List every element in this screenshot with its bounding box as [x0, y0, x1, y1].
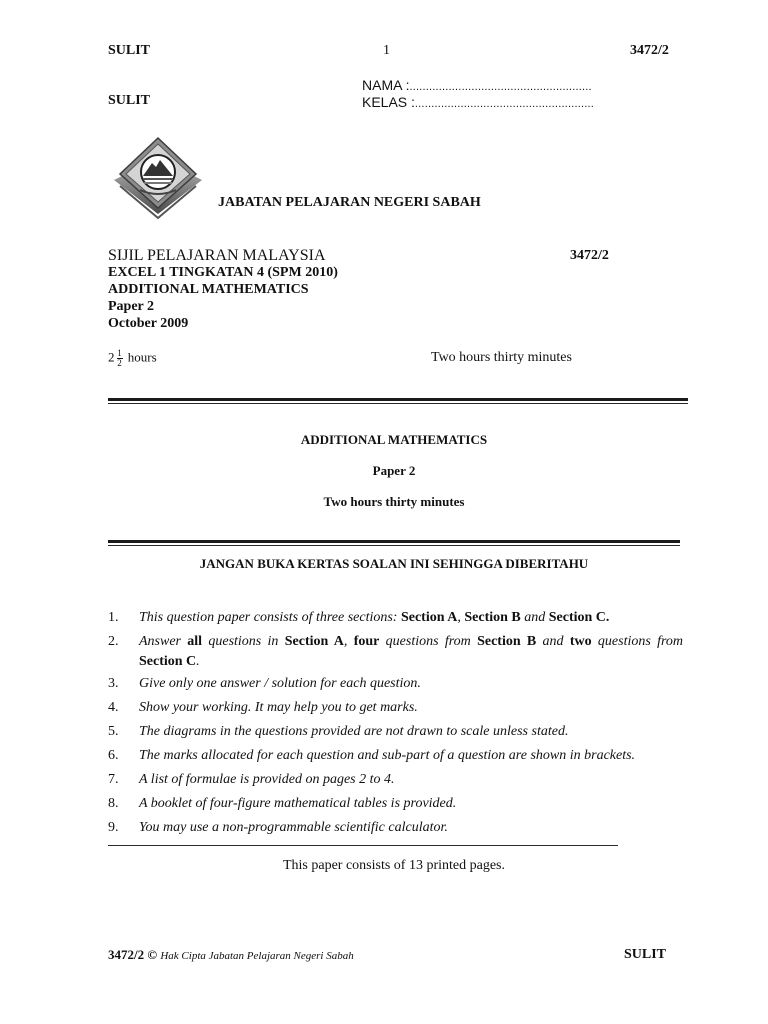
- duration-whole: 2: [108, 349, 115, 365]
- warning-text: JANGAN BUKA KERTAS SOALAN INI SEHINGGA DIBERITAHU: [199, 556, 589, 571]
- instruction-text: [139, 608, 683, 628]
- header-paper-code: 3472/2: [630, 43, 669, 58]
- instruction-item: [108, 818, 683, 838]
- center-subject: ADDITIONAL MATHEMATICS: [300, 432, 488, 447]
- instruction-text-part: Section A: [400, 610, 458, 625]
- instruction-item: [108, 746, 683, 766]
- instruction-number: 9.: [108, 820, 119, 835]
- class-dots: .......................................................: [414, 98, 595, 110]
- rule-thick-middle: [108, 540, 680, 543]
- instruction-item: [108, 698, 683, 718]
- footer-code: 3472/2: [108, 947, 145, 962]
- instruction-text: [139, 722, 683, 742]
- instruction-text: [139, 794, 683, 814]
- page-number: 1: [383, 43, 390, 58]
- instruction-number: 1.: [108, 610, 119, 625]
- instruction-text: [139, 746, 683, 766]
- instruction-text: [139, 770, 683, 790]
- instruction-text: [139, 632, 683, 652]
- instruction-text-part: A booklet of four-figure mathematical tables is provided.: [139, 796, 457, 811]
- instruction-text-part: all: [187, 634, 203, 649]
- instruction-text-part: questions in: [202, 634, 285, 649]
- duration-numerator: 1: [117, 348, 122, 358]
- exam-code: 3472/2: [570, 248, 609, 263]
- instruction-item: [108, 722, 683, 742]
- exam-title: SIJIL PELAJARAN MALAYSIA: [108, 247, 326, 264]
- exam-line-2: ADDITIONAL MATHEMATICS: [108, 282, 309, 297]
- instruction-text: [139, 698, 683, 718]
- rule-thin-middle: [108, 545, 680, 546]
- center-time: Two hours thirty minutes: [323, 494, 465, 509]
- instruction-text: [139, 818, 683, 838]
- instruction-text-part: questions from: [379, 634, 478, 649]
- instruction-text-part: .: [196, 654, 200, 669]
- instruction-text-part: four: [353, 634, 380, 649]
- instruction-text-continuation: [139, 652, 683, 672]
- instruction-text-part: Section C: [139, 654, 197, 669]
- exam-duration-words: Two hours thirty minutes: [431, 350, 572, 365]
- instruction-number: 7.: [108, 772, 119, 787]
- instruction-text-part: You may use a non-programmable scientific calculator.: [139, 820, 448, 835]
- instruction-text-part: The diagrams in the questions provided are not drawn to scale unless stated.: [139, 724, 569, 739]
- exam-duration: [108, 349, 157, 368]
- instruction-number: 8.: [108, 796, 119, 811]
- instruction-text-part: The marks allocated for each question and sub-part of a question are shown in brackets.: [139, 748, 636, 763]
- footer-sulit: SULIT: [624, 947, 667, 962]
- instruction-number: 6.: [108, 748, 119, 763]
- instruction-number: 3.: [108, 676, 119, 691]
- footer-copyright: [108, 947, 354, 963]
- name-dots: ........................................................: [409, 81, 592, 93]
- department-name: JABATAN PELAJARAN NEGERI SABAH: [218, 195, 481, 210]
- name-label: NAMA :: [362, 77, 410, 93]
- instruction-text-part: questions from: [591, 634, 684, 649]
- instruction-item: [108, 608, 683, 628]
- rule-thick-top: [108, 398, 688, 401]
- instruction-text: [139, 674, 683, 694]
- center-paper: Paper 2: [372, 463, 416, 478]
- instruction-text-part: A list of formulae is provided on pages 2 to 4.: [139, 772, 395, 787]
- exam-line-1: EXCEL 1 TINGKATAN 4 (SPM 2010): [108, 265, 338, 280]
- instructions-divider: [108, 845, 618, 846]
- instruction-text-part: Answer: [139, 634, 188, 649]
- instruction-text-part: Show your working. It may help you to get marks.: [139, 700, 418, 715]
- instruction-text-part: and: [520, 610, 549, 625]
- instruction-item: [108, 674, 683, 694]
- duration-unit: hours: [127, 349, 157, 365]
- instruction-number: 5.: [108, 724, 119, 739]
- duration-fraction: [117, 349, 123, 368]
- class-label: KELAS :: [362, 94, 415, 110]
- exam-line-4: October 2009: [108, 316, 189, 331]
- instruction-text-part: and: [536, 634, 570, 649]
- instruction-text-part: This question paper consists of three sections:: [139, 610, 401, 625]
- instruction-text-part: Give only one answer / solution for each question.: [139, 676, 421, 691]
- copyright-icon: ©: [147, 947, 158, 962]
- instruction-text-part: ,: [343, 634, 354, 649]
- header-sulit-left: SULIT: [108, 43, 151, 58]
- instruction-item: [108, 794, 683, 814]
- instruction-item: [108, 632, 683, 672]
- instruction-text-part: ,: [457, 610, 465, 625]
- instruction-item: [108, 770, 683, 790]
- instruction-text-part: Section A: [284, 634, 344, 649]
- exam-line-3: Paper 2: [108, 299, 155, 314]
- header-sulit-left-2: SULIT: [108, 93, 151, 108]
- instruction-text-part: two: [569, 634, 592, 649]
- instruction-text-part: Section B: [464, 610, 521, 625]
- page-count-note: This paper consists of 13 printed pages.: [282, 858, 505, 873]
- instruction-text-part: Section B: [477, 634, 537, 649]
- instruction-number: 4.: [108, 700, 119, 715]
- duration-denominator: 2: [117, 358, 122, 368]
- name-field[interactable]: [362, 77, 592, 93]
- copyright-text: Hak Cipta Jabatan Pelajaran Negeri Sabah: [160, 950, 354, 962]
- department-crest-icon: [110, 136, 206, 220]
- class-field[interactable]: [362, 94, 594, 110]
- rule-thin-top: [108, 403, 688, 404]
- instruction-number: 2.: [108, 634, 119, 649]
- instruction-text-part: Section C.: [548, 610, 610, 625]
